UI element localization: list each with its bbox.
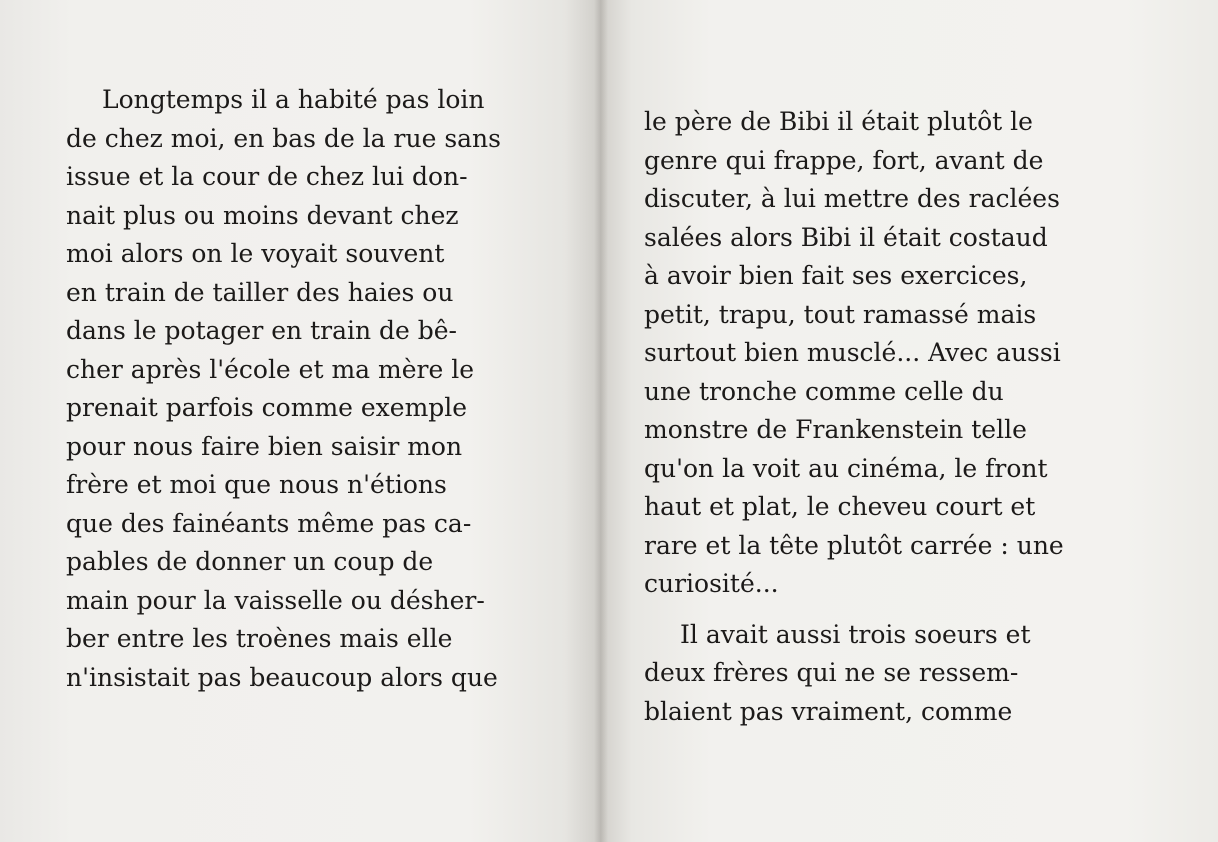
left-page-text — [66, 81, 526, 697]
text-line: pour nous faire bien saisir mon — [66, 431, 463, 461]
text-line: petit, trapu, tout ramassé mais — [644, 299, 1037, 329]
text-line: prenait parfois comme exemple — [66, 393, 468, 422]
text-line: dans le potager en train de bê- — [66, 316, 458, 345]
text-line: n'insistait pas beaucoup alors que — [66, 662, 498, 692]
text-line: moi alors on le voyait souvent — [66, 239, 445, 268]
text-line: cher après l'école et ma mère le — [66, 354, 475, 384]
text-line: haut et plat, le cheveu court et — [644, 492, 1036, 521]
text-line: Il avait aussi trois soeurs et — [680, 619, 1031, 649]
text-line: blaient pas vraiment, comme — [644, 696, 1013, 726]
text-line: le père de Bibi il était plutôt le — [644, 107, 1033, 136]
right-page-text — [644, 103, 1104, 731]
text-line: à avoir bien fait ses exercices, — [644, 261, 1028, 290]
text-line: rare et la tête plutôt carrée : une — [644, 530, 1064, 560]
book-gutter — [594, 0, 608, 842]
text-line: curiosité... — [644, 569, 779, 598]
text-line: deux frères qui ne se ressem- — [644, 658, 1019, 687]
text-line: discuter, à lui mettre des raclées — [644, 184, 1060, 213]
text-line: en train de tailler des haies ou — [66, 277, 454, 307]
text-line: genre qui frappe, fort, avant de — [644, 145, 1044, 175]
text-line: Longtemps il a habité pas loin — [102, 85, 485, 114]
text-line: salées alors Bibi il était costaud — [644, 222, 1048, 252]
text-line: une tronche comme celle du — [644, 376, 1004, 406]
text-line: que des fainéants même pas ca- — [66, 508, 472, 538]
text-line: main pour la vaisselle ou désher- — [66, 585, 485, 615]
text-line: de chez moi, en bas de la rue sans — [66, 123, 501, 153]
text-line: surtout bien musclé... Avec aussi — [644, 338, 1061, 367]
text-line: nait plus ou moins devant chez — [66, 200, 459, 230]
text-line: issue et la cour de chez lui don- — [66, 162, 468, 191]
text-line: ber entre les troènes mais elle — [66, 624, 453, 653]
text-line: pables de donner un coup de — [66, 547, 434, 576]
text-line: frère et moi que nous n'étions — [66, 470, 447, 499]
text-line: qu'on la voit au cinéma, le front — [644, 453, 1048, 483]
text-line: monstre de Frankenstein telle — [644, 415, 1027, 444]
paragraph-gap — [644, 604, 1104, 616]
